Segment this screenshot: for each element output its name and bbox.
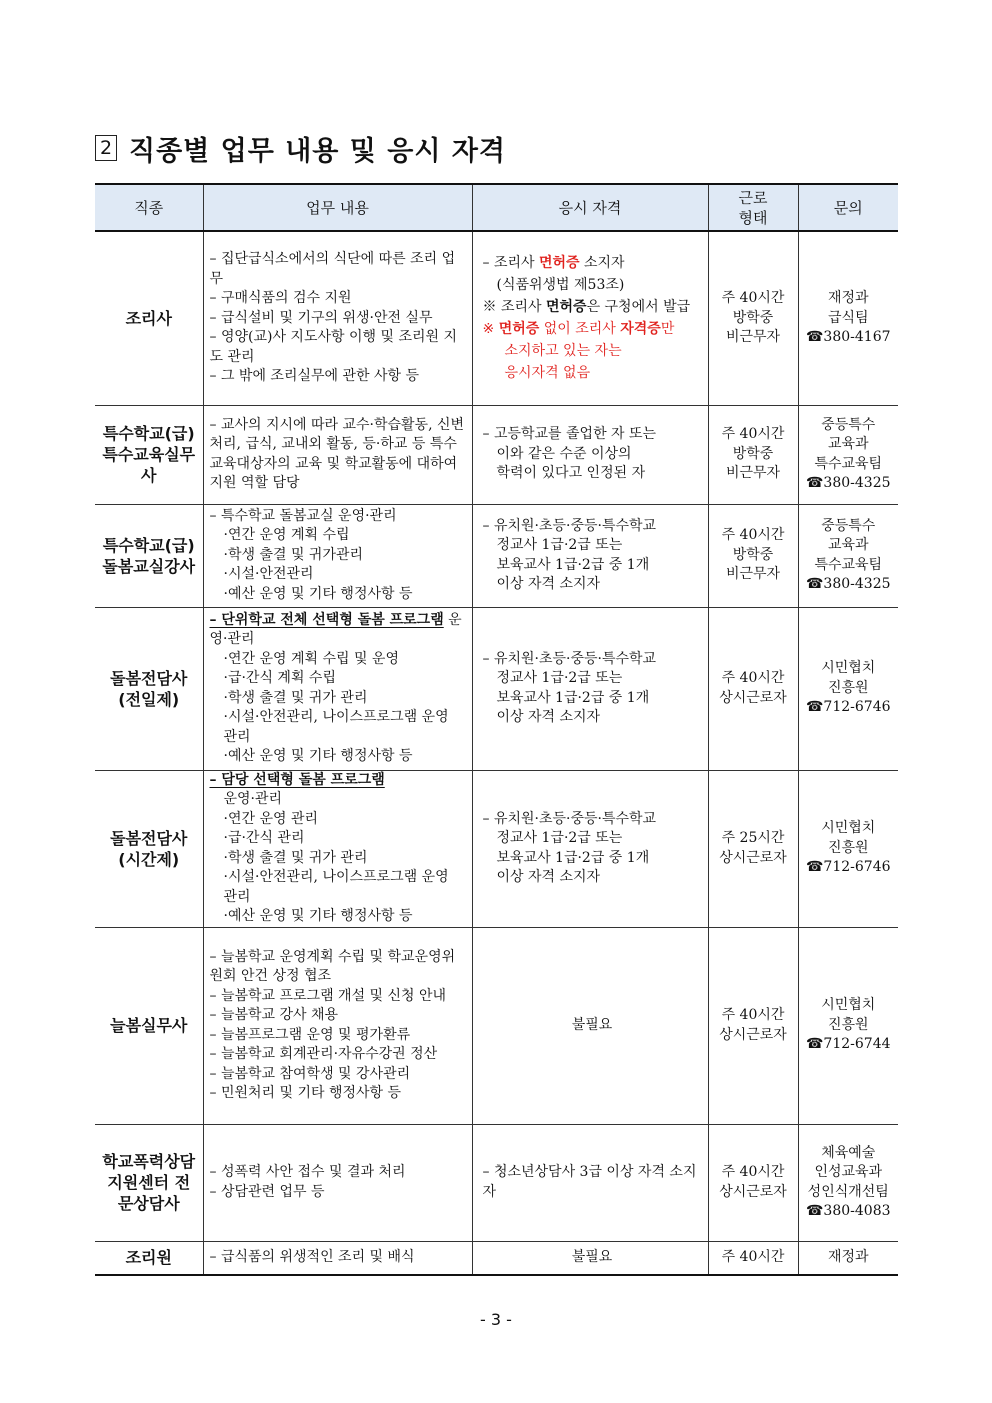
work-type-cell: 주 40시간 상시근로자 <box>708 1124 798 1241</box>
header-qualification: 응시 자격 <box>472 184 708 231</box>
duties-cell: – 집단급식소에서의 식단에 따른 조리 업무 – 구매식품의 검수 지원 – 급식설비 및 기구의 위생·안전 실무 – 영양(교)사 지도사항 이행 및 조리원 지도 관리 – 그 밖에 조리실무에 관한 사항 등 <box>203 231 472 405</box>
table-row <box>95 405 898 504</box>
qualification-cell: – 고등학교를 졸업한 자 또는 이와 같은 수준 이상의 학력이 있다고 인정된 자 <box>472 405 708 504</box>
job-cell: 특수학교(급) 돌봄교실강사 <box>95 504 203 607</box>
table-row <box>95 607 898 770</box>
job-cell: 조리원 <box>95 1241 203 1275</box>
duties-cell: – 특수학교 돌봄교실 운영·관리 ·연간 운영 계획 수립 ·학생 출결 및 귀가관리 ·시설·안전관리 ·예산 운영 및 기타 행정사항 등 <box>203 504 472 607</box>
table-header-row <box>95 184 898 231</box>
duties-cell: – 교사의 지시에 따라 교수·학습활동, 신변처리, 급식, 교내외 활동, 등·하교 등 특수교육대상자의 교육 및 학교활동에 대하여 지원 역할 담당 <box>203 405 472 504</box>
qualification-cell: 불필요 <box>472 1241 708 1275</box>
table-row <box>95 770 898 927</box>
job-cell: 학교폭력상담지원센터 전문상담사 <box>95 1124 203 1241</box>
duties-cell: – 단위학교 전체 선택형 돌봄 프로그램 운영·관리 ·연간 운영 계획 수립 및 운영 ·급·간식 계획 수립 ·학생 출결 및 귀가 관리 ·시설·안전관리, 나이스프로그램 운영 관리 ·예산 운영 및 기타 행정사항 등 <box>203 607 472 770</box>
contact-cell: 시민협치 진흥원 ☎712-6744 <box>798 927 898 1124</box>
job-cell: 돌봄전담사 (전일제) <box>95 607 203 770</box>
header-duties: 업무 내용 <box>203 184 472 231</box>
work-type-cell: 주 40시간 상시근로자 <box>708 927 798 1124</box>
work-type-cell: 주 40시간 방학중 비근무자 <box>708 231 798 405</box>
work-type-cell: 주 40시간 <box>708 1241 798 1275</box>
table-row <box>95 1124 898 1241</box>
page-number: - 3 - <box>480 1310 512 1329</box>
contact-cell: 시민협치 진흥원 ☎712-6746 <box>798 770 898 927</box>
section-heading <box>95 128 506 168</box>
duties-cell: – 급식품의 위생적인 조리 및 배식 <box>203 1241 472 1275</box>
work-type-cell: 주 40시간 상시근로자 <box>708 607 798 770</box>
license-highlight: 면허증 <box>538 255 580 272</box>
work-type-cell: 주 40시간 방학중 비근무자 <box>708 405 798 504</box>
contact-cell: 시민협치 진흥원 ☎712-6746 <box>798 607 898 770</box>
contact-cell: 중등특수 교육과 특수교육팀 ☎380-4325 <box>798 504 898 607</box>
job-cell: 늘봄실무사 <box>95 927 203 1124</box>
qualification-cell: 불필요 <box>472 927 708 1124</box>
contact-cell: 재정과 급식팀 ☎380-4167 <box>798 231 898 405</box>
header-work-type: 근로 형태 <box>708 184 798 231</box>
job-cell: 조리사 <box>95 231 203 405</box>
duties-cell: – 늘봄학교 운영계획 수립 및 학교운영위원회 안건 상정 협조 – 늘봄학교 프로그램 개설 및 신청 안내 – 늘봄학교 강사 채용 – 늘봄프로그램 운영 및 평가환류 – 늘봄학교 회계관리·자유수강권 정산 – 늘봄학교 참여학생 및 강사관리 – 민원처리 및 기타 행정사항 등 <box>203 927 472 1124</box>
qualification-cell: – 유치원·초등·중등·특수학교 정교사 1급·2급 또는 보육교사 1급·2급 중 1개 이상 자격 소지자 <box>472 504 708 607</box>
job-table <box>95 183 898 1276</box>
contact-cell: 재정과 <box>798 1241 898 1275</box>
table-row <box>95 1241 898 1275</box>
header-contact: 문의 <box>798 184 898 231</box>
table-row <box>95 231 898 405</box>
job-cell: 특수학교(급) 특수교육실무사 <box>95 405 203 504</box>
table-row <box>95 504 898 607</box>
table-row <box>95 927 898 1124</box>
section-number-box: 2 <box>95 135 117 161</box>
header-job: 직종 <box>95 184 203 231</box>
qualification-cell: – 청소년상담사 3급 이상 자격 소지자 <box>472 1124 708 1241</box>
duties-cell: – 담당 선택형 돌봄 프로그램 운영·관리 ·연간 운영 관리 ·급·간식 관리 ·학생 출결 및 귀가 관리 ·시설·안전관리, 나이스프로그램 운영 관리 ·예산 운영 및 기타 행정사항 등 <box>203 770 472 927</box>
contact-cell: 중등특수 교육과 특수교육팀 ☎380-4325 <box>798 405 898 504</box>
qualification-cell: – 조리사 면허증 소지자 (식품위생법 제53조) ※ 조리사 면허증은 구청에서 발급 ※ 면허증 없이 조리사 자격증만 소지하고 있는 자는 응시자격 없음 <box>472 231 708 405</box>
qualification-cell: – 유치원·초등·중등·특수학교 정교사 1급·2급 또는 보육교사 1급·2급 중 1개 이상 자격 소지자 <box>472 770 708 927</box>
qualification-cell: – 유치원·초등·중등·특수학교 정교사 1급·2급 또는 보육교사 1급·2급 중 1개 이상 자격 소지자 <box>472 607 708 770</box>
work-type-cell: 주 40시간 방학중 비근무자 <box>708 504 798 607</box>
section-title: 직종별 업무 내용 및 응시 자격 <box>129 135 506 167</box>
contact-cell: 체육예술 인성교육과 성인식개선팀 ☎380-4083 <box>798 1124 898 1241</box>
work-type-cell: 주 25시간 상시근로자 <box>708 770 798 927</box>
job-cell: 돌봄전담사 (시간제) <box>95 770 203 927</box>
duties-cell: – 성폭력 사안 접수 및 결과 처리 – 상담관련 업무 등 <box>203 1124 472 1241</box>
